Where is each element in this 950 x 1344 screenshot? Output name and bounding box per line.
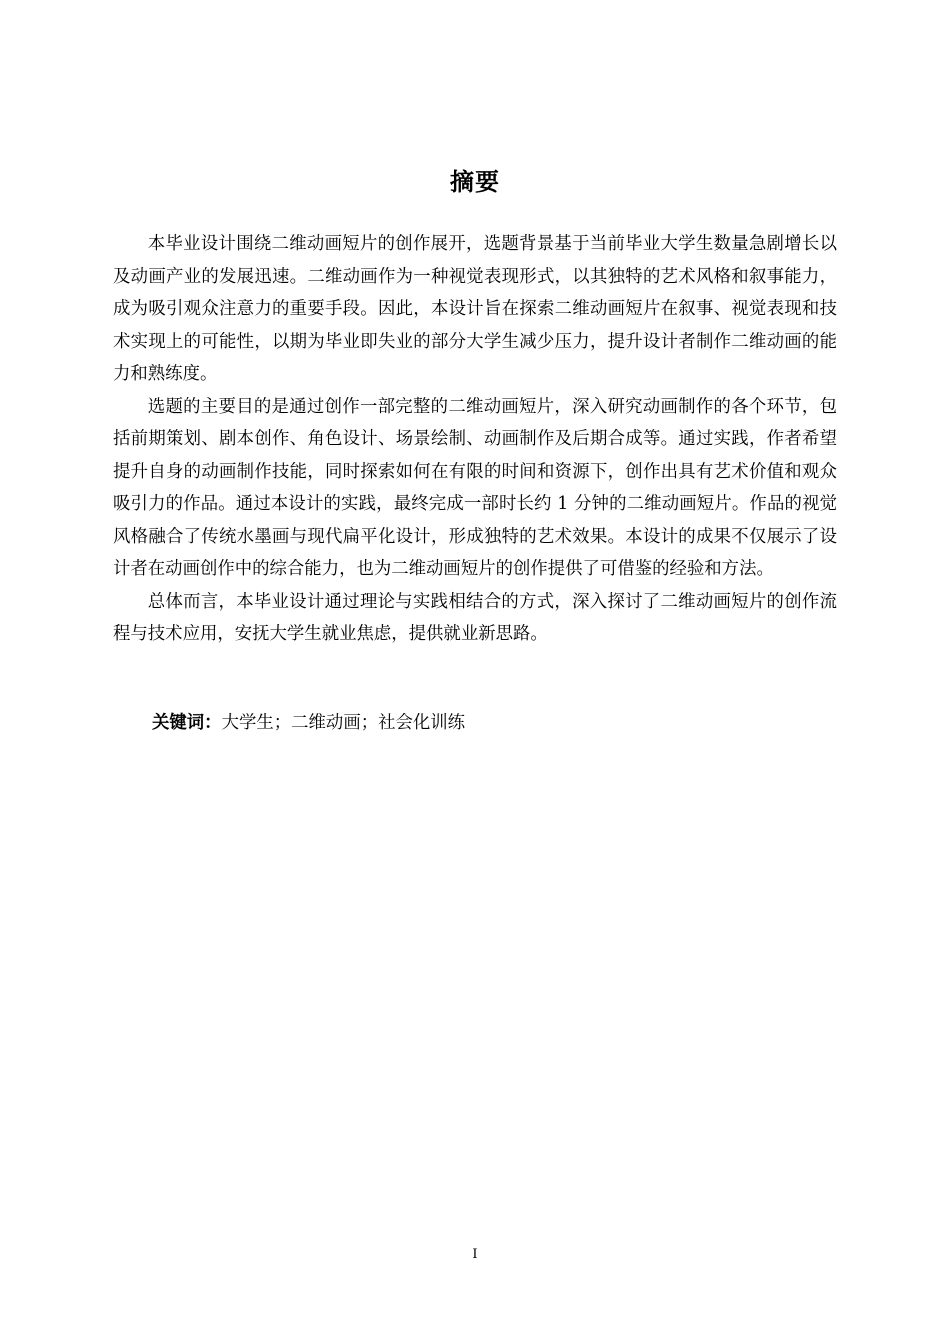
- abstract-body: [113, 228, 837, 651]
- keywords-label: 关键词：: [152, 713, 222, 733]
- page-number: I: [472, 1247, 478, 1262]
- abstract-paragraph-1: 本毕业设计围绕二维动画短片的创作展开，选题背景基于当前毕业大学生数量急剧增长以及动画产业的发展迅速。二维动画作为一种视觉表现形式，以其独特的艺术风格和叙事能力，成为吸引观众注意力的重要手段。因此，本设计旨在探索二维动画短片在叙事、视觉表现和技术实现上的可能性，以期为毕业即失业的部分大学生减少压力，提升设计者制作二维动画的能力和熟练度。: [113, 234, 837, 384]
- abstract-paragraph-3: 总体而言，本毕业设计通过理论与实践相结合的方式，深入探讨了二维动画短片的创作流程与技术应用，安抚大学生就业焦虑，提供就业新思路。: [113, 591, 837, 644]
- abstract-paragraph-2: 选题的主要目的是通过创作一部完整的二维动画短片，深入研究动画制作的各个环节，包括前期策划、剧本创作、角色设计、场景绘制、动画制作及后期合成等。通过实践，作者希望提升自身的动画制作技能，同时探索如何在有限的时间和资源下，创作出具有艺术价值和观众吸引力的作品。通过本设计的实践，最终完成一部时长约 1 分钟的二维动画短片。作品的视觉风格融合了传统水墨画与现代扁平化设计，形成独特的艺术效果。本设计的成果不仅展示了设计者在动画创作中的综合能力，也为二维动画短片的创作提供了可借鉴的经验和方法。: [113, 396, 837, 579]
- keywords-value: 大学生；二维动画；社会化训练: [221, 713, 466, 733]
- page-title: 摘要: [450, 168, 500, 196]
- keywords-line: [152, 707, 832, 739]
